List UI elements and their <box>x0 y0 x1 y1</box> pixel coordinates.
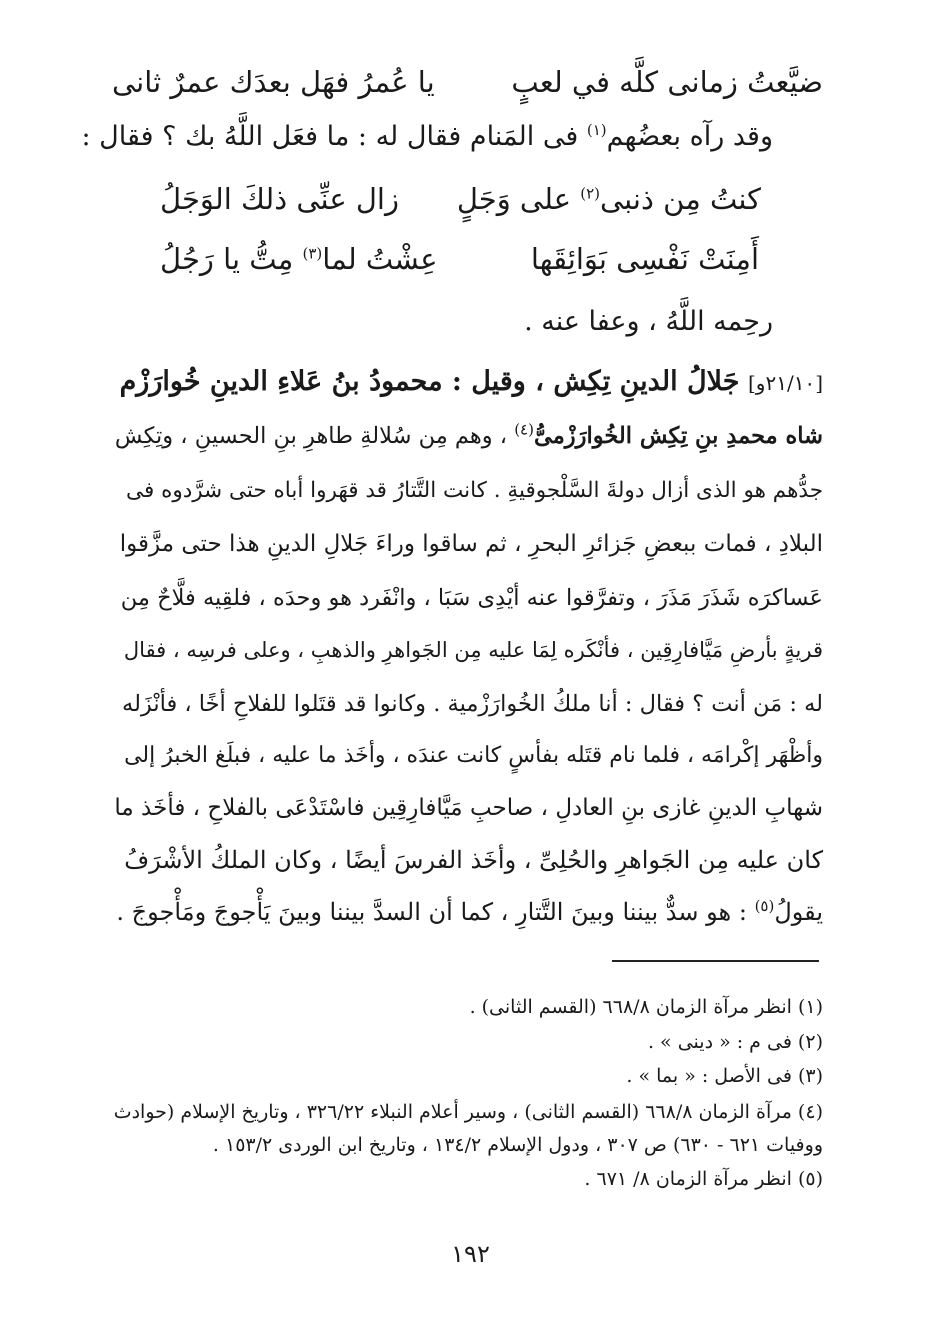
verse-1-first-hemistich: ضيَّعتُ زمانى كلَّه في لعبٍ <box>511 65 823 99</box>
footnote-4: (٤) مرآة الزمان ٦٦٨/٨ (القسم الثانى) ، وسير أعلام النبلاء ٣٢٦/٢٢ ، وتاريخ الإسلام (حوادث <box>113 1101 823 1123</box>
entry-number: [٢١/١٠و] <box>748 371 823 395</box>
body-last-b: : هو سدٌّ بيننا وبينَ التَّتارِ ، كما أن السدَّ بيننا وبينَ يَأْجوجَ ومَأْجوجَ . <box>116 898 747 926</box>
page-number: ١٩٢ <box>451 1240 490 1268</box>
footnote-5: (٥) انظر مرآة الزمان ٨/ ٦٧١ . <box>584 1168 823 1190</box>
intro-text: وقد رآه بعضُهم <box>606 121 773 152</box>
verse-3-first-hemistich: أَمِنَتْ نَفْسِى بَوَائِقَها <box>530 242 759 276</box>
body-last-line <box>111 897 823 926</box>
footnote-ref-2: (٢) <box>580 184 600 203</box>
body-line: البلادِ ، فمات ببعضِ جَزائرِ البحرِ ، ثم ساقوا وراءَ جَلالِ الدينِ هذا حتى مزَّقوا <box>119 531 823 557</box>
body-line: عَساكرَه شَذَرَ مَذَرَ ، وتفرَّقوا عنه أيْدِى سَبَا ، وانْفَرد هو وحدَه ، فلقِيه فلَّاحٌ مِن <box>120 585 823 611</box>
footnote-ref-5: (٥) <box>754 897 775 915</box>
verse-3-second-hemistich <box>160 242 438 276</box>
body-line: له : مَن أنت ؟ فقال : أنا ملكُ الخُوارَزْمية . وكانوا قد قتَلوا للفلاحِ أخًا ، فأنْزَله <box>122 691 823 717</box>
verse-3-text-b: مِتُّ يا رَجُلُ <box>160 242 294 276</box>
body-line: جدُّهم هو الذى أزال دولةَ السَّلْجوقيةِ . كانت التَّتارُ قد قهَروا أباه حتى شرَّدوه فى <box>126 478 823 503</box>
verse-3-text-a: عِشْتُ لما <box>322 242 438 276</box>
intro-rest: فى المَنام فقال له : ما فعَل اللَّهُ بك ؟ فقال : <box>81 121 579 152</box>
verse-2-text-b: على وَجَلٍ <box>456 182 571 216</box>
entry-heading-1: جَلالُ الدينِ تِكِش ، وقيل : محمودُ بنُ عَلاءِ الدينِ خُوارَزْم <box>119 366 740 397</box>
intro-line <box>82 123 774 150</box>
footnote-3: (٣) فى الأصل : « بما » . <box>626 1065 823 1087</box>
verse-2-first-hemistich <box>456 182 761 216</box>
prayer-line: رحِمه اللَّهُ ، وعفا عنه . <box>524 306 773 337</box>
verse-2-second-hemistich: زال عنِّى ذلكَ الوَجَلُ <box>160 182 399 216</box>
body-line: كان عليه مِن الجَواهرِ والحُلِىِّ ، وأخَذ الفرسَ أيضًا ، وكان الملكُ الأشْرَفُ <box>124 846 823 874</box>
footnote-ref-3: (٣) <box>302 244 323 263</box>
footnote-2: (٢) فى م : « دينى » . <box>647 1031 823 1053</box>
footnote-1: (١) انظر مرآة الزمان ٦٦٨/٨ (القسم الثانى) . <box>469 996 823 1018</box>
footnote-separator <box>612 960 819 962</box>
footnote-4-continued: ووفيات ٦٢١ - ٦٣٠) ص ٣٠٧ ، ودول الإسلام ١٣٤/٢ ، وتاريخ ابن الوردى ١٥٣/٢ . <box>212 1134 823 1156</box>
body-line: وأظْهَر إكْرامَه ، فلما نام قتَله بفأسٍ كانت عندَه ، وأخَذ ما عليه ، فبلَغ الخبرُ إلى <box>124 743 823 768</box>
entry-line-1 <box>111 368 823 395</box>
entry-line-2 <box>111 420 823 449</box>
footnote-ref-4: (٤) <box>514 420 534 439</box>
body-last-a: يقولُ <box>774 898 823 926</box>
footnote-ref-1: (١) <box>586 121 607 139</box>
body-line: شهابِ الدينِ غازى بنِ العادلِ ، صاحبِ مَيَّافارِقِين فاسْتَدْعَى بالفلاحِ ، فأخَذ ما <box>114 795 823 821</box>
verse-2-text-a: كنتُ مِن ذنبى <box>600 182 761 216</box>
body-line: قريةٍ بأرضِ مَيَّافارِقِين ، فأنْكَره لِمَا عليه مِن الجَواهرِ والذهبِ ، وعلى فرسِه ، فقال <box>123 638 823 662</box>
verse-1-second-hemistich: يا عُمرُ فهَل بعدَك عمرٌ ثانى <box>112 65 435 99</box>
entry-line-2-rest: ، وهم مِن سُلالةِ طاهرِ بنِ الحسينِ ، وتِكِش <box>114 423 508 449</box>
entry-heading-2: شاه محمدِ بنِ تِكِش الخُوارَزْمىُّ <box>533 423 823 449</box>
